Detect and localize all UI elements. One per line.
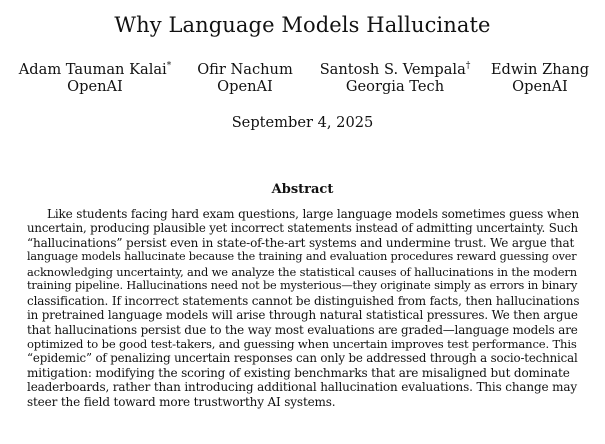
author-footnote-mark: † bbox=[465, 61, 471, 71]
abstract-line: Like students facing hard exam questions, large language models sometimes guess when bbox=[47, 207, 580, 221]
publication-date: September 4, 2025 bbox=[231, 114, 374, 131]
abstract-line: steer the field toward more trustworthy AI systems. bbox=[27, 394, 336, 409]
abstract-line: acknowledging uncertainty, and we analyze the statistical causes of hallucinations in the modern bbox=[27, 264, 577, 279]
abstract-line: “hallucinations” persist even in state-of-the-art systems and undermine trust. We argue that bbox=[27, 235, 575, 250]
author-name-line bbox=[10, 61, 180, 78]
abstract-line: mitigation: modifying the scoring of existing benchmarks that are misaligned but dominate bbox=[27, 365, 570, 380]
author-block bbox=[195, 61, 295, 95]
paper-title: Why Language Models Hallucinate bbox=[114, 13, 491, 37]
abstract-line: uncertain, producing plausible yet incorrect statements instead of admitting uncertainty. Such bbox=[27, 221, 578, 236]
author-footnote-mark: * bbox=[166, 61, 172, 71]
author-name: Adam Tauman Kalai bbox=[18, 61, 167, 78]
author-name: Santosh S. Vempala bbox=[319, 61, 466, 78]
abstract-line: optimized to be good test-takers, and guessing when uncertain improves test performance. This bbox=[27, 336, 577, 351]
abstract-line: “epidemic” of penalizing uncertain responses can only be addressed through a socio-technical bbox=[27, 351, 578, 366]
author-name: Edwin Zhang bbox=[490, 61, 590, 78]
author-affiliation: OpenAI bbox=[512, 78, 568, 95]
author-name-line bbox=[488, 61, 592, 78]
abstract-line: that hallucinations persist due to the way most evaluations are graded—language models are bbox=[27, 322, 578, 337]
author-name: Ofir Nachum bbox=[197, 61, 293, 78]
author-affiliation: Georgia Tech bbox=[345, 78, 445, 95]
author-block bbox=[310, 61, 480, 95]
abstract-heading: Abstract bbox=[271, 182, 334, 197]
author-block bbox=[10, 61, 180, 95]
author-list bbox=[0, 61, 605, 101]
abstract-line: language models hallucinate because the training and evaluation procedures reward guessing over bbox=[27, 250, 577, 264]
author-name-line bbox=[310, 61, 480, 78]
abstract-line: training pipeline. Hallucinations need not be mysterious—they originate simply as errors in binary bbox=[27, 279, 578, 293]
author-block bbox=[488, 61, 592, 95]
author-affiliation: OpenAI bbox=[67, 78, 123, 95]
author-affiliation: OpenAI bbox=[217, 78, 273, 95]
abstract-body bbox=[27, 207, 581, 409]
abstract-line: leaderboards, rather than introducing additional hallucination evaluations. This change may bbox=[27, 380, 577, 395]
author-name-line bbox=[195, 61, 295, 78]
abstract-line: in pretrained language models will arise through natural statistical pressures. We then argue bbox=[27, 308, 578, 323]
abstract-line: classification. If incorrect statements cannot be distinguished from facts, then hallucinations bbox=[27, 293, 580, 308]
